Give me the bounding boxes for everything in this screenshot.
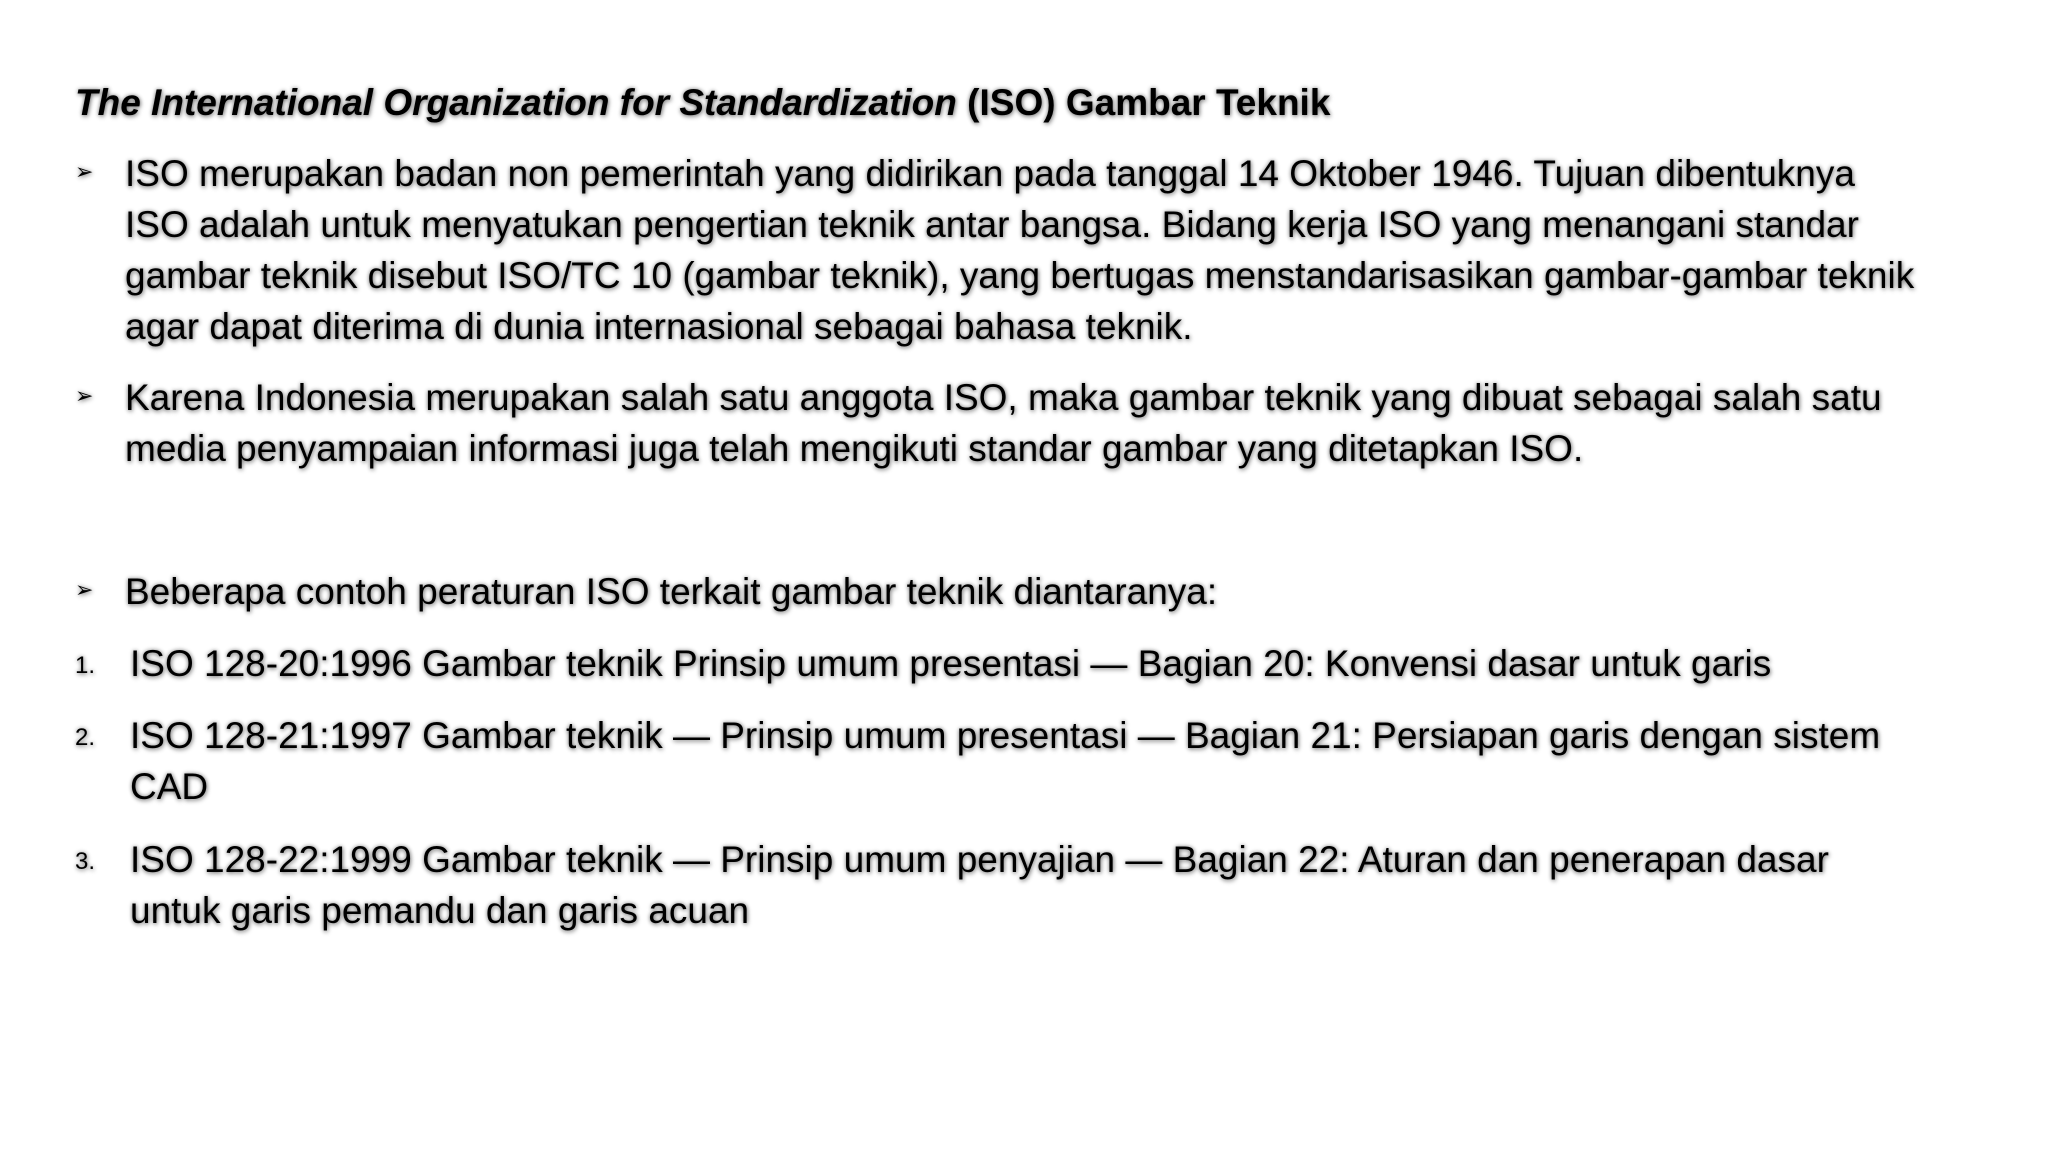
arrow-bullet-icon: ➢ <box>75 383 94 408</box>
numbered-text <box>130 710 1880 812</box>
bullet-text <box>125 372 1882 474</box>
bullet-line: ISO merupakan badan non pemerintah yang didirikan pada tanggal 14 Oktober 1946. Tujuan dibentuknya <box>125 153 1855 194</box>
bullet-text <box>125 148 1914 352</box>
slide-title-italic: The International Organization for Standardization <box>75 82 957 123</box>
numbered-line: untuk garis pemandu dan garis acuan <box>130 890 750 931</box>
arrow-bullet-icon: ➢ <box>75 159 94 184</box>
numbered-line: ISO 128-21:1997 Gambar teknik — Prinsip umum presentasi — Bagian 21: Persiapan garis dengan sistem <box>130 715 1881 756</box>
bullet-line: ISO adalah untuk menyatukan pengertian teknik antar bangsa. Bidang kerja ISO yang menangani standar <box>125 204 1859 245</box>
numbered-text <box>130 638 1771 689</box>
arrow-bullet-icon: ➢ <box>75 577 94 602</box>
numbered-line: ISO 128-22:1999 Gambar teknik — Prinsip umum penyajian — Bagian 22: Aturan dan penerapan dasar <box>130 839 1829 880</box>
bullet-line: Beberapa contoh peraturan ISO terkait gambar teknik diantaranya: <box>125 571 1218 612</box>
numbered-line: CAD <box>130 766 209 807</box>
bullet-line: gambar teknik disebut ISO/TC 10 (gambar teknik), yang bertugas menstandarisasikan gambar-gambar teknik <box>125 255 1915 296</box>
list-number: 3. <box>75 848 96 875</box>
list-number: 1. <box>75 652 96 679</box>
bullet-text <box>125 566 1217 617</box>
numbered-line: ISO 128-20:1996 Gambar teknik Prinsip umum presentasi — Bagian 20: Konvensi dasar untuk garis <box>130 643 1772 684</box>
numbered-text <box>130 834 1829 936</box>
bullet-line: agar dapat diterima di dunia internasional sebagai bahasa teknik. <box>125 306 1193 347</box>
bullet-line: media penyampaian informasi juga telah mengikuti standar gambar yang ditetapkan ISO. <box>125 428 1584 469</box>
bullet-line: Karena Indonesia merupakan salah satu anggota ISO, maka gambar teknik yang dibuat sebagai salah satu <box>125 377 1882 418</box>
slide-title <box>75 78 1330 128</box>
slide-title-rest: (ISO) Gambar Teknik <box>956 82 1331 123</box>
list-number: 2. <box>75 724 96 751</box>
